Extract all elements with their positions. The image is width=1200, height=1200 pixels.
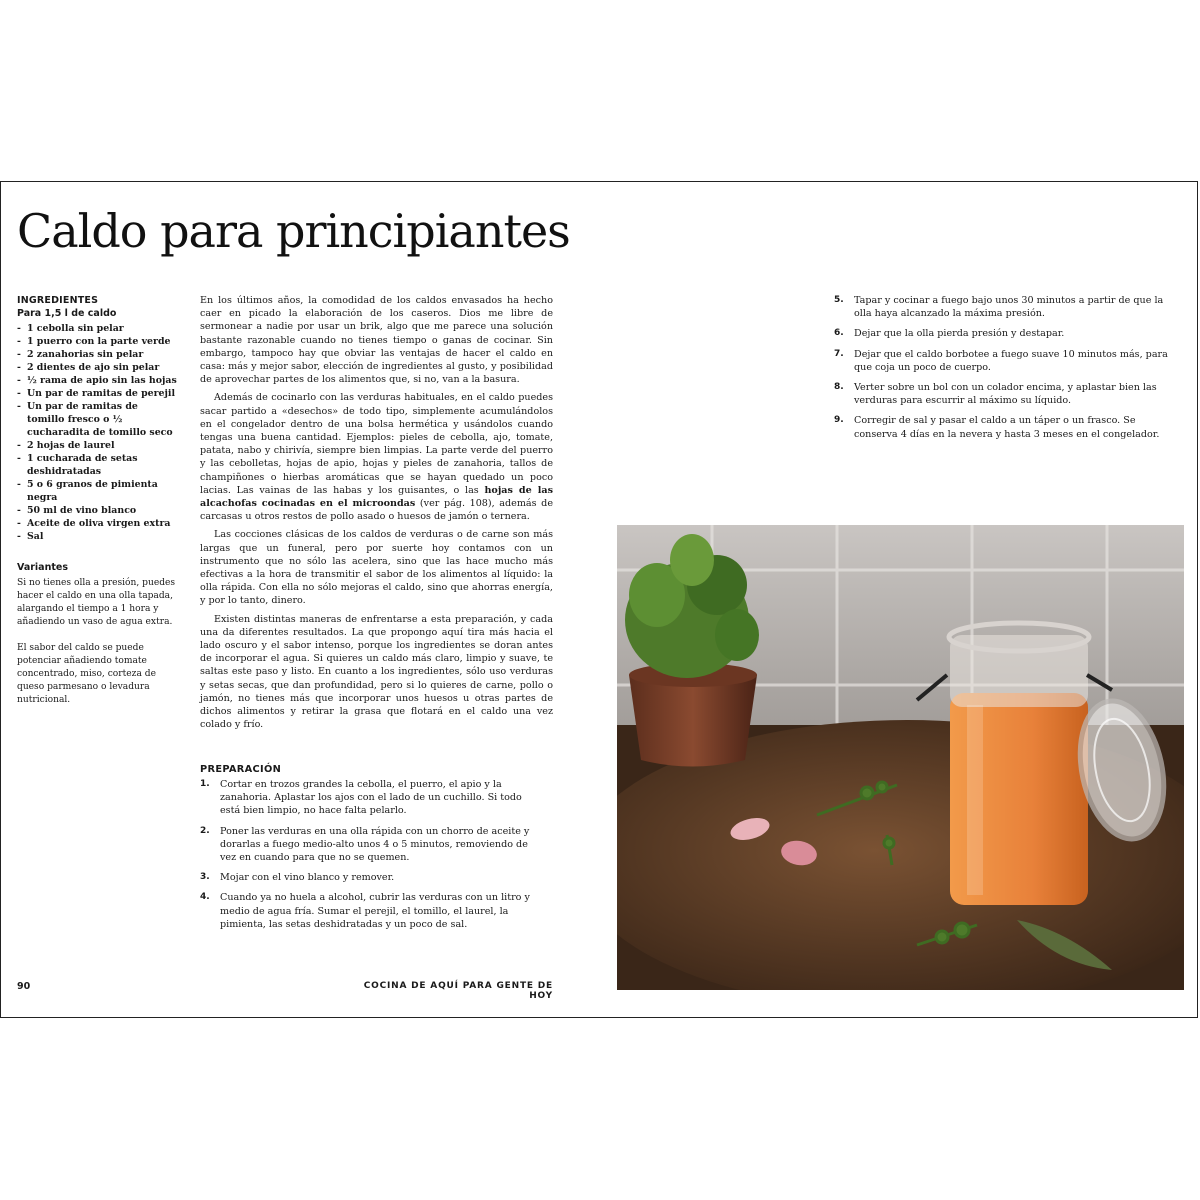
intro-text bbox=[200, 294, 553, 737]
variants-paragraph: El sabor del caldo se puede potenciar añadiendo tomate concentrado, miso, corteza de queso parmesano o levadura nutricional. bbox=[17, 643, 156, 705]
body-text: Además de cocinarlo con las verduras habituales, en el caldo puedes sacar partido a «desechos» de todo tipo, simplemente acumulándolos en el congelador dentro de una bolsa hermética y usándolos cuando tengas una buena cantidad. Ejemplos: pieles de cebolla, ajo, tomate, patata, nabo y chirivía, siempre bien limpias. La parte verde del puerro y las cebolletas, hojas de apio, hojas y pieles de zanahoria, tallos de champiñones o hierbas aromáticas que se hayan quedado un poco lacias. Las vainas de las habas y los guisantes, o las bbox=[200, 392, 553, 496]
step-text: Verter sobre un bol con un colador encima, y aplastar bien las verduras para escurrir al máximo su líquido. bbox=[854, 382, 1157, 407]
ingredient-item: - Un par de ramitas de tomillo fresco o ½ cucharadita de tomillo seco bbox=[17, 400, 177, 439]
step-number: 5. bbox=[834, 295, 844, 305]
variants-paragraph: Si no tienes olla a presión, puedes hacer el caldo en una olla tapada, alargando el tiempo a 1 hora y añadiendo un vaso de agua extra. bbox=[17, 578, 176, 627]
step-text: Dejar que el caldo borbotee a fuego suave 10 minutos más, para que coja un poco de cuerpo. bbox=[854, 348, 1168, 373]
preparation-steps-continued bbox=[834, 294, 1179, 448]
ingredient-item: - 2 dientes de ajo sin pelar bbox=[17, 361, 187, 374]
step-text: Tapar y cocinar a fuego bajo unos 30 minutos a partir de que la olla haya alcanzado la máxima presión. bbox=[854, 295, 1164, 320]
step-item bbox=[200, 871, 545, 884]
ingredient-item: - 1 cebolla sin pelar bbox=[17, 322, 187, 335]
jar-highlight bbox=[967, 705, 983, 895]
step-item bbox=[834, 414, 1179, 440]
step-text: Dejar que la olla pierda presión y destapar. bbox=[854, 328, 1065, 340]
preparation-heading: PREPARACIÓN bbox=[200, 764, 282, 775]
body-paragraph: En los últimos años, la comodidad de los caldos envasados ha hecho caer en picado la elaboración de los caseros. Dios me libre de sermonear a nadie por usar un brik, algo que me parece una solución bastante razonable cuando no tienes tiempo o ganas de cocinar. Sin embargo, tampoco hay que obviar las ventajas de hacer el caldo en casa: más y mejor sabor, elección de ingredientes al gusto, y posibilidad de aprovechar partes de los alimentos que, si no, van a la basura. bbox=[200, 295, 553, 386]
ingredients-list bbox=[17, 322, 187, 543]
step-number: 8. bbox=[834, 382, 844, 393]
step-item bbox=[834, 294, 1179, 320]
ingredient-item: - Sal bbox=[17, 530, 187, 543]
step-number: 7. bbox=[834, 348, 844, 359]
ingredient-item: - ½ rama de apio sin las hojas bbox=[17, 374, 187, 387]
variants-heading: Variantes bbox=[17, 562, 68, 573]
photo-illustration bbox=[617, 525, 1184, 990]
ingredient-item: - 2 hojas de laurel bbox=[17, 439, 187, 452]
step-item bbox=[200, 778, 545, 818]
ingredient-item: - 50 ml de vino blanco bbox=[17, 504, 187, 517]
step-item bbox=[200, 825, 545, 865]
ingredient-item: - Un par de ramitas de perejil bbox=[17, 387, 187, 400]
step-number: 4. bbox=[200, 892, 210, 903]
ingredient-item: - 5 o 6 granos de pimienta negra bbox=[17, 478, 187, 504]
broth-jar-photo bbox=[617, 525, 1184, 990]
step-number: 3. bbox=[200, 872, 210, 883]
step-number: 6. bbox=[834, 328, 844, 339]
variants-panel bbox=[17, 577, 177, 720]
body-paragraph: Existen distintas maneras de enfrentarse a esta preparación, y cada una da diferentes resultados. La que propongo aquí tira más hacia el lado oscuro y el sabor intenso, porque los ingredientes se doran antes de incorporar el agua. Si quieres un caldo más claro, limpio y suave, te saltas este paso y listo. En cuanto a los ingredientes, sólo uso verduras y setas secas, que dan profundidad, pero si lo quieres de carne, pollo o jamón, no tienes más que incorporar unos huesos u otras partes de dichos alimentos y retirar la grasa que flotará en el caldo una vez colado y frío. bbox=[200, 613, 553, 731]
step-text: Mojar con el vino blanco y remover. bbox=[220, 872, 395, 884]
step-number: 9. bbox=[834, 415, 844, 426]
ingredients-panel bbox=[17, 294, 187, 543]
book-spread bbox=[0, 181, 1198, 1018]
ingredient-item: - 1 puerro con la parte verde bbox=[17, 335, 187, 348]
ingredient-item: - 1 cucharada de setas deshidratadas bbox=[17, 452, 147, 478]
ingredients-heading: INGREDIENTES bbox=[17, 295, 99, 306]
ingredients-yield: Para 1,5 l de caldo bbox=[17, 308, 117, 319]
step-number: 2. bbox=[200, 825, 210, 836]
step-text: Corregir de sal y pasar el caldo a un táper o un frasco. Se conserva 4 días en la nevera y hasta 3 meses en el congelador. bbox=[854, 415, 1160, 440]
ingredient-item: - Aceite de oliva virgen extra bbox=[17, 517, 187, 530]
body-text: (ver pág. 108), además de carcasas u otros restos de pollo asado o huesos de jamón o ternera. bbox=[200, 498, 553, 523]
step-text: Cuando ya no huela a alcohol, cubrir las verduras con un litro y medio de agua fría. Sumar el perejil, el tomillo, el laurel, la pimienta, las setas deshidratadas y un poco de sal. bbox=[220, 892, 530, 930]
page-title: Caldo para principiantes bbox=[17, 204, 570, 258]
page-number: 90 bbox=[17, 981, 31, 992]
body-paragraph: Las cocciones clásicas de los caldos de verduras o de carne son más largas que un funeral, pero por suerte hoy contamos con un instrumento que no sólo las acelera, sino que las hace mucho más efectivas a la hora de transmitir el sabor de los alimentos al líquido: la olla rápida. Con ella no sólo mejoras el caldo, sino que ahorras energía, y por lo tanto, dinero. bbox=[200, 529, 553, 607]
step-text: Poner las verduras en una olla rápida con un chorro de aceite y dorarlas a fuego medio-alto unos 4 o 5 minutos, removiendo de vez en cuando para que no se quemen. bbox=[220, 825, 530, 864]
step-item bbox=[834, 348, 1179, 374]
preparation-steps bbox=[200, 778, 545, 938]
step-item bbox=[200, 891, 545, 931]
cross-reference: hojas de las alcachofas cocinadas en el microondas bbox=[200, 484, 554, 510]
step-number: 1. bbox=[200, 779, 210, 789]
running-head: COCINA DE AQUÍ PARA GENTE DE HOY bbox=[363, 981, 553, 1001]
body-paragraph bbox=[200, 391, 553, 523]
step-item bbox=[834, 327, 1179, 340]
step-item bbox=[834, 381, 1179, 407]
step-text: Cortar en trozos grandes la cebolla, el puerro, el apio y la zanahoria. Aplastar los ajos con el lado de un cuchillo. Si todo está bien limpio, no hace falta pelarlo. bbox=[220, 779, 522, 817]
ingredient-item: - 2 zanahorias sin pelar bbox=[17, 348, 187, 361]
